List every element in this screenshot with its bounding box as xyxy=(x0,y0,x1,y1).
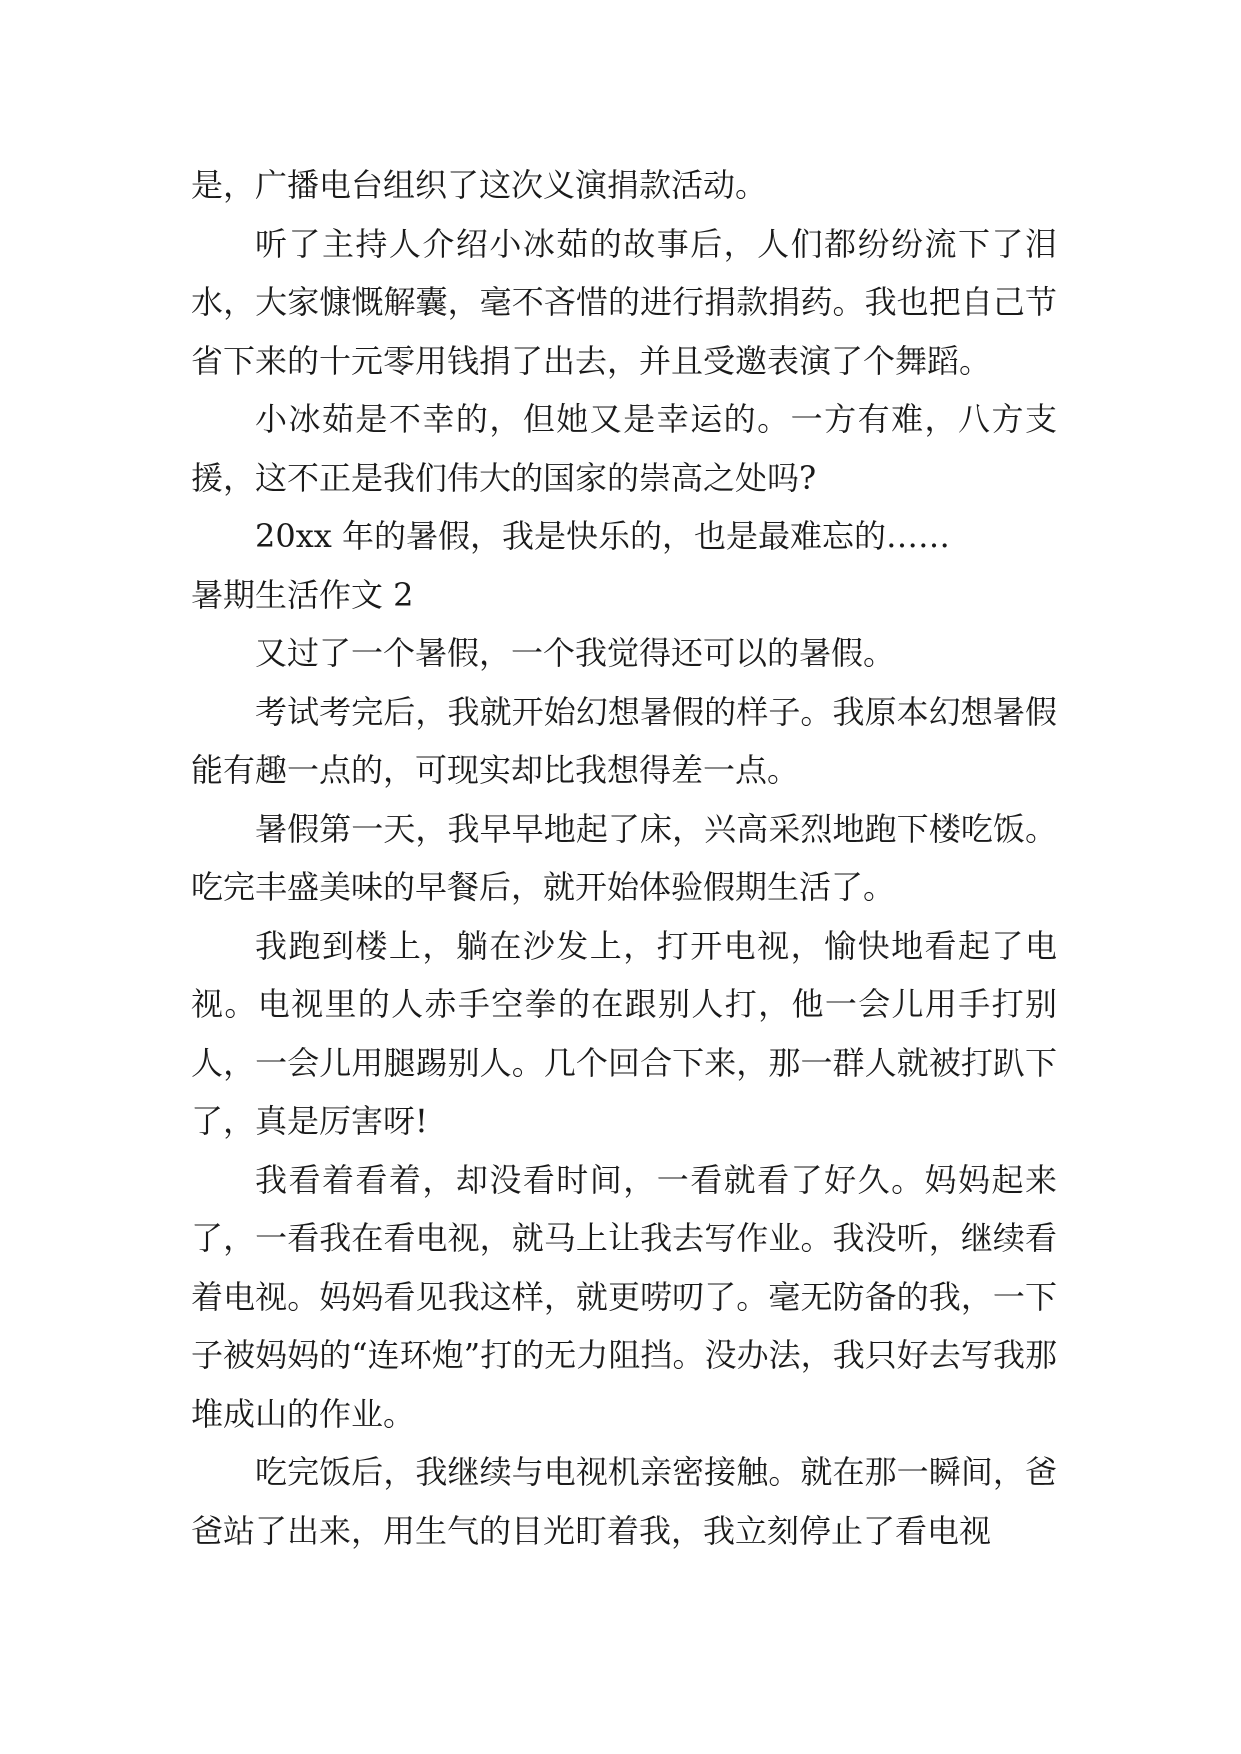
paragraph: 听了主持人介绍小冰茹的故事后，人们都纷纷流下了泪水，大家慷慨解囊，毫不吝惜的进行捐款捐药。我也把自己节省下来的十元零用钱捐了出去，并且受邀表演了个舞蹈。 xyxy=(191,224,1057,380)
paragraph: 是，广播电台组织了这次义演捐款活动。 xyxy=(191,166,768,204)
paragraph: 我看着看着，却没看时间，一看就看了好久。妈妈起来了，一看我在看电视，就马上让我去写作业。我没听，继续看着电视。妈妈看见我这样，就更唠叨了。毫无防备的我，一下子被妈妈的“连环炮”打的无力阻挡。没办法，我只好去写我那堆成山的作业。 xyxy=(191,1160,1057,1433)
paragraph: 小冰茹是不幸的，但她又是幸运的。一方有难，八方支援，这不正是我们伟大的国家的崇高之处吗? xyxy=(191,400,1057,497)
paragraph: 考试考完后，我就开始幻想暑假的样子。我原本幻想暑假能有趣一点的，可现实却比我想得差一点。 xyxy=(191,692,1057,789)
paragraph: 又过了一个暑假，一个我觉得还可以的暑假。 xyxy=(255,634,896,672)
document-body xyxy=(191,156,1057,1560)
paragraph: 暑假第一天，我早早地起了床，兴高采烈地跑下楼吃饭。吃完丰盛美味的早餐后，就开始体验假期生活了。 xyxy=(191,809,1057,906)
paragraph: 吃完饭后，我继续与电视机亲密接触。就在那一瞬间，爸爸站了出来，用生气的目光盯着我，我立刻停止了看电视 xyxy=(191,1453,1057,1550)
paragraph: 我跑到楼上，躺在沙发上，打开电视，愉快地看起了电视。电视里的人赤手空拳的在跟别人打，他一会儿用手打别人，一会儿用腿踢别人。几个回合下来，那一群人就被打趴下了，真是厉害呀! xyxy=(191,926,1057,1140)
section-title: 暑期生活作文 2 xyxy=(191,575,414,614)
paragraph: 20xx 年的暑假，我是快乐的，也是最难忘的…… xyxy=(255,517,950,555)
